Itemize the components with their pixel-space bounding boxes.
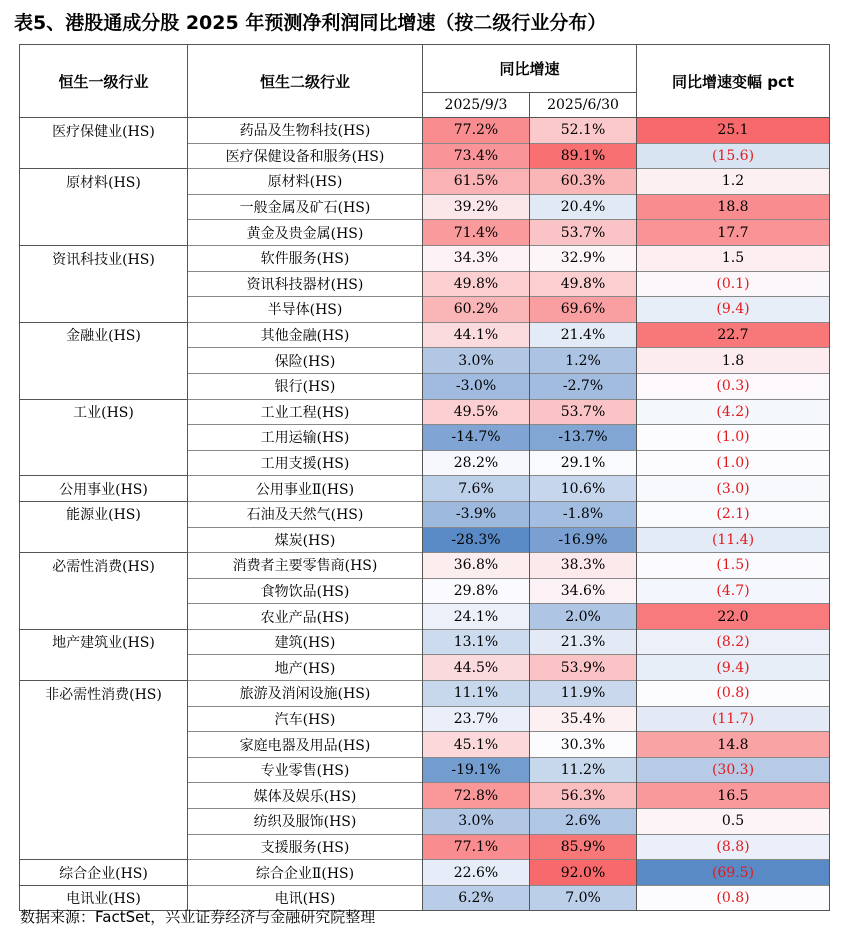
level1-cell bbox=[20, 732, 188, 758]
yoy-0630-cell: 38.3% bbox=[530, 553, 637, 579]
yoy-0903-cell: 77.1% bbox=[423, 834, 530, 860]
yoy-change-cell: (11.4) bbox=[637, 527, 830, 553]
yoy-change-cell: (0.3) bbox=[637, 373, 830, 399]
table-row bbox=[20, 604, 830, 630]
yoy-0903-cell: 3.0% bbox=[423, 348, 530, 374]
table-row bbox=[20, 860, 830, 886]
yoy-change-cell: (8.8) bbox=[637, 834, 830, 860]
yoy-0903-cell: 7.6% bbox=[423, 476, 530, 502]
level1-cell bbox=[20, 578, 188, 604]
yoy-0630-cell: 35.4% bbox=[530, 706, 637, 732]
level2-cell: 食物饮品(HS) bbox=[188, 578, 423, 604]
table-row bbox=[20, 501, 830, 527]
table-row bbox=[20, 373, 830, 399]
yoy-0630-cell: 49.8% bbox=[530, 271, 637, 297]
yoy-0630-cell: 1.2% bbox=[530, 348, 637, 374]
level2-cell: 支援服务(HS) bbox=[188, 834, 423, 860]
yoy-change-cell: 16.5 bbox=[637, 783, 830, 809]
level2-cell: 媒体及娱乐(HS) bbox=[188, 783, 423, 809]
level1-cell: 地产建筑业(HS) bbox=[20, 629, 188, 655]
level2-cell: 消费者主要零售商(HS) bbox=[188, 553, 423, 579]
table-row bbox=[20, 322, 830, 348]
level2-cell: 工业工程(HS) bbox=[188, 399, 423, 425]
yoy-change-cell: 1.5 bbox=[637, 245, 830, 271]
level2-cell: 公用事业Ⅱ(HS) bbox=[188, 476, 423, 502]
table-row bbox=[20, 450, 830, 476]
yoy-change-cell: (15.6) bbox=[637, 143, 830, 169]
level1-cell bbox=[20, 783, 188, 809]
yoy-0630-cell: 53.7% bbox=[530, 399, 637, 425]
level1-cell bbox=[20, 425, 188, 451]
header-date2: 2025/6/30 bbox=[530, 93, 637, 118]
header-yoy: 同比增速 bbox=[423, 45, 637, 93]
table-row bbox=[20, 809, 830, 835]
level2-cell: 半导体(HS) bbox=[188, 297, 423, 323]
level2-cell: 一般金属及矿石(HS) bbox=[188, 194, 423, 220]
level1-cell bbox=[20, 757, 188, 783]
level2-cell: 建筑(HS) bbox=[188, 629, 423, 655]
yoy-change-cell: 18.8 bbox=[637, 194, 830, 220]
level1-cell: 非必需性消费(HS) bbox=[20, 681, 188, 707]
yoy-0630-cell: 21.3% bbox=[530, 629, 637, 655]
yoy-change-cell: (0.1) bbox=[637, 271, 830, 297]
level1-cell: 资讯科技业(HS) bbox=[20, 245, 188, 271]
level2-cell: 工用运输(HS) bbox=[188, 425, 423, 451]
level1-cell bbox=[20, 706, 188, 732]
level1-cell: 工业(HS) bbox=[20, 399, 188, 425]
yoy-0903-cell: 77.2% bbox=[423, 118, 530, 144]
yoy-0630-cell: 92.0% bbox=[530, 860, 637, 886]
level2-cell: 地产(HS) bbox=[188, 655, 423, 681]
yoy-change-cell: (2.1) bbox=[637, 501, 830, 527]
yoy-change-cell: 25.1 bbox=[637, 118, 830, 144]
yoy-0903-cell: -3.9% bbox=[423, 501, 530, 527]
yoy-0630-cell: 7.0% bbox=[530, 885, 637, 911]
table-row bbox=[20, 271, 830, 297]
level2-cell: 工用支援(HS) bbox=[188, 450, 423, 476]
yoy-change-cell: (11.7) bbox=[637, 706, 830, 732]
yoy-change-cell: (9.4) bbox=[637, 297, 830, 323]
level1-cell bbox=[20, 348, 188, 374]
yoy-0903-cell: -28.3% bbox=[423, 527, 530, 553]
table-row bbox=[20, 194, 830, 220]
level1-cell bbox=[20, 450, 188, 476]
table-row bbox=[20, 143, 830, 169]
table-row bbox=[20, 169, 830, 195]
level2-cell: 电讯(HS) bbox=[188, 885, 423, 911]
yoy-0903-cell: 61.5% bbox=[423, 169, 530, 195]
yoy-0903-cell: 13.1% bbox=[423, 629, 530, 655]
level1-cell bbox=[20, 604, 188, 630]
table-row bbox=[20, 553, 830, 579]
yoy-0903-cell: 45.1% bbox=[423, 732, 530, 758]
level1-cell bbox=[20, 220, 188, 246]
table-row bbox=[20, 118, 830, 144]
level2-cell: 黄金及贵金属(HS) bbox=[188, 220, 423, 246]
level2-cell: 资讯科技器材(HS) bbox=[188, 271, 423, 297]
yoy-change-cell: (1.0) bbox=[637, 450, 830, 476]
yoy-0630-cell: 11.2% bbox=[530, 757, 637, 783]
level2-cell: 家庭电器及用品(HS) bbox=[188, 732, 423, 758]
level1-cell bbox=[20, 194, 188, 220]
table-row bbox=[20, 706, 830, 732]
yoy-0903-cell: 60.2% bbox=[423, 297, 530, 323]
table-row bbox=[20, 757, 830, 783]
yoy-0903-cell: 36.8% bbox=[423, 553, 530, 579]
table-row bbox=[20, 399, 830, 425]
table-body bbox=[20, 118, 830, 911]
level1-cell: 综合企业(HS) bbox=[20, 860, 188, 886]
yoy-change-cell: (9.4) bbox=[637, 655, 830, 681]
level1-cell: 电讯业(HS) bbox=[20, 885, 188, 911]
level2-cell: 医疗保健设备和服务(HS) bbox=[188, 143, 423, 169]
yoy-0630-cell: 56.3% bbox=[530, 783, 637, 809]
yoy-0630-cell: 21.4% bbox=[530, 322, 637, 348]
yoy-0903-cell: -19.1% bbox=[423, 757, 530, 783]
yoy-change-cell: (69.5) bbox=[637, 860, 830, 886]
yoy-0630-cell: 85.9% bbox=[530, 834, 637, 860]
earnings-growth-table bbox=[19, 44, 830, 911]
yoy-change-cell: 14.8 bbox=[637, 732, 830, 758]
yoy-0630-cell: 52.1% bbox=[530, 118, 637, 144]
level1-cell: 金融业(HS) bbox=[20, 322, 188, 348]
table-row bbox=[20, 245, 830, 271]
yoy-0903-cell: 6.2% bbox=[423, 885, 530, 911]
yoy-0903-cell: 71.4% bbox=[423, 220, 530, 246]
header-level1: 恒生一级行业 bbox=[20, 45, 188, 118]
yoy-change-cell: (0.8) bbox=[637, 681, 830, 707]
yoy-change-cell: (8.2) bbox=[637, 629, 830, 655]
yoy-0630-cell: -16.9% bbox=[530, 527, 637, 553]
level2-cell: 原材料(HS) bbox=[188, 169, 423, 195]
yoy-change-cell: (4.7) bbox=[637, 578, 830, 604]
yoy-0630-cell: 30.3% bbox=[530, 732, 637, 758]
level1-cell bbox=[20, 373, 188, 399]
table-row bbox=[20, 681, 830, 707]
level2-cell: 农业产品(HS) bbox=[188, 604, 423, 630]
level1-cell bbox=[20, 143, 188, 169]
level2-cell: 保险(HS) bbox=[188, 348, 423, 374]
yoy-0903-cell: 49.8% bbox=[423, 271, 530, 297]
yoy-0903-cell: 28.2% bbox=[423, 450, 530, 476]
yoy-0903-cell: 11.1% bbox=[423, 681, 530, 707]
header-date1: 2025/9/3 bbox=[423, 93, 530, 118]
level2-cell: 纺织及服饰(HS) bbox=[188, 809, 423, 835]
table-row bbox=[20, 629, 830, 655]
yoy-0903-cell: 72.8% bbox=[423, 783, 530, 809]
yoy-0630-cell: 29.1% bbox=[530, 450, 637, 476]
yoy-0630-cell: 2.0% bbox=[530, 604, 637, 630]
level2-cell: 石油及天然气(HS) bbox=[188, 501, 423, 527]
level2-cell: 汽车(HS) bbox=[188, 706, 423, 732]
level2-cell: 药品及生物科技(HS) bbox=[188, 118, 423, 144]
yoy-change-cell: (0.8) bbox=[637, 885, 830, 911]
yoy-change-cell: (1.0) bbox=[637, 425, 830, 451]
table-title: 表5、港股通成分股 2025 年预测净利润同比增速（按二级行业分布） bbox=[14, 12, 607, 34]
level2-cell: 专业零售(HS) bbox=[188, 757, 423, 783]
yoy-0630-cell: -13.7% bbox=[530, 425, 637, 451]
yoy-0903-cell: 49.5% bbox=[423, 399, 530, 425]
yoy-0630-cell: 10.6% bbox=[530, 476, 637, 502]
yoy-0630-cell: 11.9% bbox=[530, 681, 637, 707]
yoy-change-cell: 1.8 bbox=[637, 348, 830, 374]
level2-cell: 其他金融(HS) bbox=[188, 322, 423, 348]
yoy-0630-cell: 53.7% bbox=[530, 220, 637, 246]
yoy-0630-cell: 89.1% bbox=[530, 143, 637, 169]
level2-cell: 旅游及消闲设施(HS) bbox=[188, 681, 423, 707]
yoy-change-cell: 22.0 bbox=[637, 604, 830, 630]
table-row bbox=[20, 348, 830, 374]
table-row bbox=[20, 425, 830, 451]
level1-cell: 必需性消费(HS) bbox=[20, 553, 188, 579]
yoy-change-cell: 1.2 bbox=[637, 169, 830, 195]
yoy-0903-cell: 23.7% bbox=[423, 706, 530, 732]
level1-cell bbox=[20, 271, 188, 297]
table-row bbox=[20, 527, 830, 553]
yoy-0630-cell: 32.9% bbox=[530, 245, 637, 271]
yoy-change-cell: (30.3) bbox=[637, 757, 830, 783]
yoy-0903-cell: 44.5% bbox=[423, 655, 530, 681]
level1-cell bbox=[20, 527, 188, 553]
level1-cell bbox=[20, 297, 188, 323]
yoy-0630-cell: 60.3% bbox=[530, 169, 637, 195]
level2-cell: 银行(HS) bbox=[188, 373, 423, 399]
table-row bbox=[20, 732, 830, 758]
level2-cell: 煤炭(HS) bbox=[188, 527, 423, 553]
level1-cell bbox=[20, 655, 188, 681]
yoy-0630-cell: 53.9% bbox=[530, 655, 637, 681]
yoy-0903-cell: -14.7% bbox=[423, 425, 530, 451]
yoy-change-cell: (1.5) bbox=[637, 553, 830, 579]
table-row bbox=[20, 655, 830, 681]
yoy-0903-cell: 39.2% bbox=[423, 194, 530, 220]
yoy-0903-cell: 22.6% bbox=[423, 860, 530, 886]
header-level2: 恒生二级行业 bbox=[188, 45, 423, 118]
yoy-0903-cell: 29.8% bbox=[423, 578, 530, 604]
level1-cell bbox=[20, 834, 188, 860]
level1-cell: 原材料(HS) bbox=[20, 169, 188, 195]
yoy-0903-cell: 44.1% bbox=[423, 322, 530, 348]
level1-cell bbox=[20, 809, 188, 835]
yoy-change-cell: 17.7 bbox=[637, 220, 830, 246]
level2-cell: 软件服务(HS) bbox=[188, 245, 423, 271]
yoy-0903-cell: 24.1% bbox=[423, 604, 530, 630]
yoy-0903-cell: 73.4% bbox=[423, 143, 530, 169]
source-note: 数据来源：FactSet，兴业证券经济与金融研究院整理 bbox=[20, 908, 376, 926]
header-change: 同比增速变幅 pct bbox=[637, 45, 830, 118]
yoy-0903-cell: 34.3% bbox=[423, 245, 530, 271]
yoy-change-cell: 0.5 bbox=[637, 809, 830, 835]
yoy-0630-cell: 20.4% bbox=[530, 194, 637, 220]
table-row bbox=[20, 297, 830, 323]
table-row bbox=[20, 834, 830, 860]
table-row bbox=[20, 476, 830, 502]
table-row bbox=[20, 578, 830, 604]
yoy-change-cell: (3.0) bbox=[637, 476, 830, 502]
yoy-change-cell: 22.7 bbox=[637, 322, 830, 348]
yoy-0630-cell: 69.6% bbox=[530, 297, 637, 323]
yoy-0630-cell: -2.7% bbox=[530, 373, 637, 399]
level1-cell: 能源业(HS) bbox=[20, 501, 188, 527]
yoy-change-cell: (4.2) bbox=[637, 399, 830, 425]
level1-cell: 公用事业(HS) bbox=[20, 476, 188, 502]
yoy-0903-cell: -3.0% bbox=[423, 373, 530, 399]
table-row bbox=[20, 220, 830, 246]
yoy-0903-cell: 3.0% bbox=[423, 809, 530, 835]
yoy-0630-cell: 34.6% bbox=[530, 578, 637, 604]
level1-cell: 医疗保健业(HS) bbox=[20, 118, 188, 144]
yoy-0630-cell: 2.6% bbox=[530, 809, 637, 835]
yoy-0630-cell: -1.8% bbox=[530, 501, 637, 527]
level2-cell: 综合企业Ⅱ(HS) bbox=[188, 860, 423, 886]
table-row bbox=[20, 783, 830, 809]
